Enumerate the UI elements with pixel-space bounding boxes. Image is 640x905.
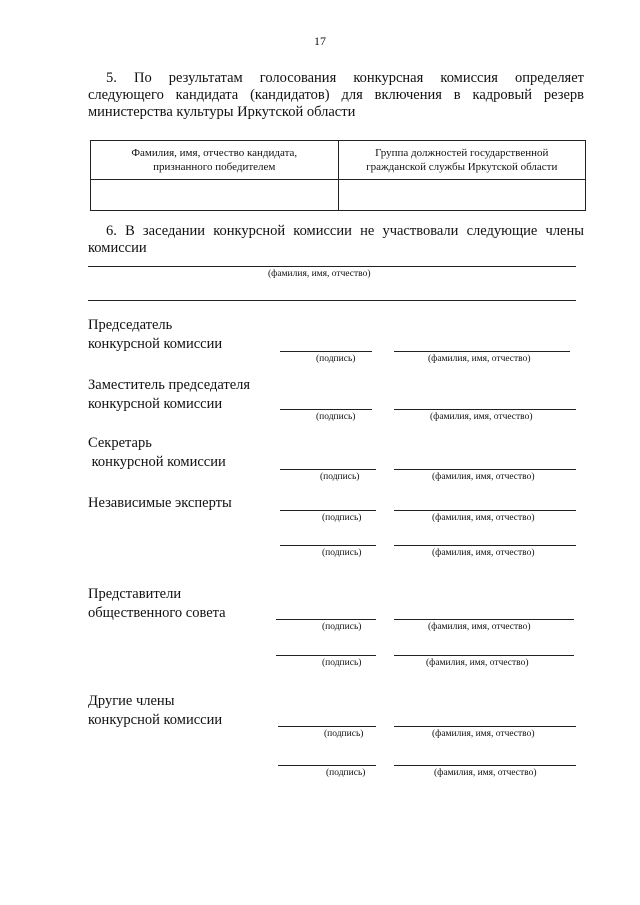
fio-line[interactable] — [394, 510, 576, 511]
fio-caption: (фамилия, имя, отчество) — [428, 354, 531, 364]
absent-members-line[interactable] — [88, 266, 576, 267]
section-5-line: 5. По результатам голосования конкурсная комиссия определяет — [106, 70, 584, 86]
fio-caption: (фамилия, имя, отчество) — [430, 412, 533, 422]
signature-caption: (подпись) — [322, 548, 362, 558]
section-6-line: комиссии — [88, 240, 147, 256]
signature-line[interactable] — [278, 765, 376, 766]
signature-line[interactable] — [276, 655, 376, 656]
fio-caption: (фамилия, имя, отчество) — [432, 548, 535, 558]
role-secretary: Секретарь конкурсной комиссии — [88, 435, 226, 470]
role-deputy-chairman: Заместитель председателя конкурсной комиссии — [88, 377, 251, 412]
section-5-line: следующего кандидата (кандидатов) для включения в кадровый резерв — [88, 87, 584, 103]
signature-line[interactable] — [276, 619, 376, 620]
section-6-text — [88, 223, 584, 257]
signature-caption: (подпись) — [316, 412, 356, 422]
signature-line[interactable] — [280, 409, 372, 410]
fio-line[interactable] — [394, 409, 576, 410]
fio-line[interactable] — [394, 469, 576, 470]
fio-line[interactable] — [394, 545, 576, 546]
signature-caption: (подпись) — [322, 622, 362, 632]
signature-caption: (подпись) — [316, 354, 356, 364]
role-independent-experts: Независимые эксперты — [88, 495, 232, 511]
signature-caption: (подпись) — [322, 513, 362, 523]
table-header-fio: Фамилия, имя, отчество кандидата, признанного победителем — [91, 141, 339, 180]
fio-line[interactable] — [394, 726, 576, 727]
role-public-council: Представители общественного совета — [88, 586, 226, 621]
signature-caption: (подпись) — [320, 472, 360, 482]
role-chairman: Председатель конкурсной комиссии — [88, 317, 223, 352]
signature-caption: (подпись) — [322, 658, 362, 668]
signature-caption: (подпись) — [324, 729, 364, 739]
signature-line[interactable] — [280, 545, 376, 546]
fio-line[interactable] — [394, 655, 574, 656]
candidate-table — [90, 140, 586, 211]
role-other-members: Другие члены конкурсной комиссии — [88, 693, 223, 728]
fio-line[interactable] — [394, 765, 576, 766]
fio-caption: (фамилия, имя, отчество) — [432, 472, 535, 482]
signature-line[interactable] — [280, 351, 372, 352]
section-6-line: 6. В заседании конкурсной комиссии не участвовали следующие члены — [106, 223, 584, 239]
signature-line[interactable] — [280, 510, 376, 511]
absent-members-line-2[interactable] — [88, 300, 576, 301]
table-cell-fio-input[interactable] — [91, 180, 339, 211]
fio-caption: (фамилия, имя, отчество) — [432, 513, 535, 523]
signature-line[interactable] — [280, 469, 376, 470]
section-5-text — [88, 70, 584, 121]
fio-line[interactable] — [394, 619, 574, 620]
page-number: 17 — [314, 34, 326, 48]
signature-caption: (подпись) — [326, 768, 366, 778]
fio-caption: (фамилия, имя, отчество) — [426, 658, 529, 668]
fio-line[interactable] — [394, 351, 570, 352]
table-cell-group-input[interactable] — [338, 180, 586, 211]
signature-line[interactable] — [278, 726, 376, 727]
absent-members-caption: (фамилия, имя, отчество) — [268, 269, 371, 279]
fio-caption: (фамилия, имя, отчество) — [428, 622, 531, 632]
fio-caption: (фамилия, имя, отчество) — [432, 729, 535, 739]
section-5-line: министерства культуры Иркутской области — [88, 104, 356, 120]
fio-caption: (фамилия, имя, отчество) — [434, 768, 537, 778]
table-header-group: Группа должностей государственной гражданской службы Иркутской области — [338, 141, 586, 180]
